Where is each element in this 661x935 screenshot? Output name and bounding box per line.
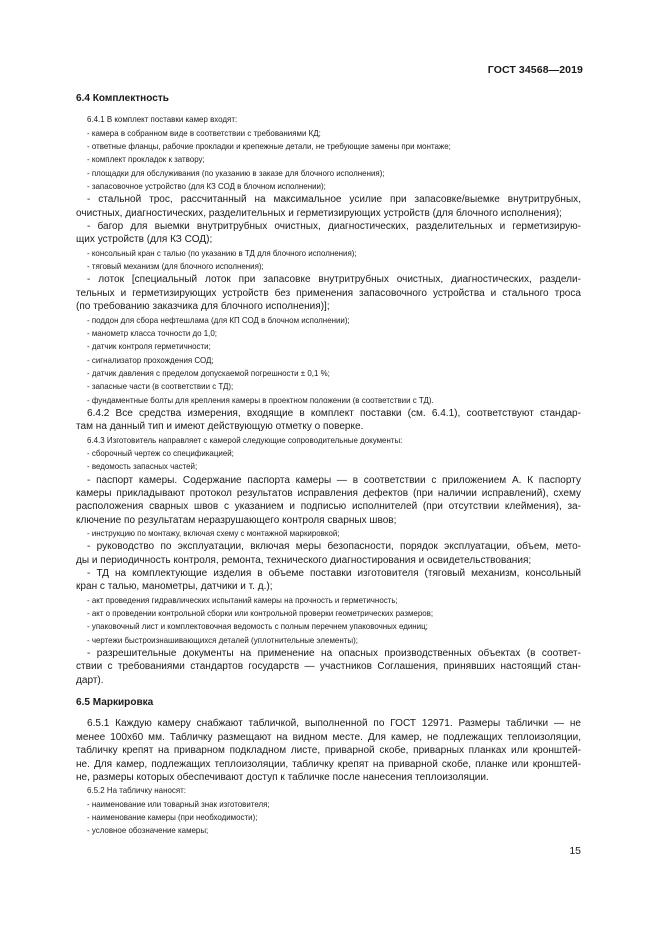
text-line: 6.5.1 Каждую камеру снабжают табличкой, выполненной по ГОСТ 12971. Размеры таблички — не	[87, 718, 581, 730]
text-line: - консольный кран с талью (по указанию в ТД для блочного исполнения);	[87, 248, 357, 258]
section-marking	[76, 696, 581, 837]
page-number: 15	[569, 845, 581, 857]
text-line: - запасные части (в соответствии с ТД);	[87, 382, 234, 392]
text-line: (по требованию заказчика для блочного исполнения)];	[76, 301, 330, 313]
text-line: очистных, диагностических, разделительных и герметизирующих устройств (для блочного исполнения);	[76, 207, 562, 219]
text-line: - руководство по эксплуатации, включая меры безопасности, порядок эксплуатации, объем, мето-	[87, 541, 581, 553]
text-line: - запасовочное устройство (для КЗ СОД в блочном исполнении);	[87, 182, 326, 192]
text-line: - ТД на комплектующие изделия в объеме поставки изготовителя (тяговый механизм, консольный	[87, 568, 581, 580]
text-line: - чертежи быстроизнашивающихся деталей (уплотнительные элементы);	[87, 635, 358, 645]
section-title: 6.4 Комплектность	[76, 93, 169, 104]
text-line: дарт).	[76, 674, 104, 686]
text-line: расположения сварных швов с указанием и подписью исполнителей (при отсутствии клеймения), за-	[76, 501, 581, 513]
text-line: - багор для выемки внутритрубных очистных, диагностических, разделительных и герметизирую-	[87, 221, 581, 233]
text-line: табличку крепят на приварном подкладном листе, приварной скобе, приварных планках или кронштей-	[76, 745, 581, 757]
text-line: - наименование камеры (при необходимости);	[87, 812, 258, 822]
section-title: 6.5 Маркировка	[76, 697, 154, 709]
text-line: менее 100x60 мм. Табличку размещают на видном месте. Для камер, не подлежащих теплоизоляции,	[76, 731, 581, 743]
text-line: кран с талью, манометры, датчики и т. д.);	[76, 581, 273, 593]
text-line: 6.4.3 Изготовитель направляет с камерой следующие сопроводительные документы:	[87, 435, 403, 445]
text-line: - наименование или товарный знак изготовителя;	[87, 799, 270, 809]
text-line: - разрешительные документы на применение на опасных производственных объектах (в соответ-	[87, 648, 581, 660]
text-line: ды и периодичность контроля, ремонта, технического диагностирования и освидетельствования;	[76, 554, 532, 566]
text-line: 6.4.1 В комплект поставки камер входят:	[87, 115, 238, 125]
text-line: не, размеры которых обеспечивают доступ к табличке после нанесения теплоизоляции.	[76, 771, 489, 783]
text-line: не. Для камер, подлежащих теплоизоляции, табличку крепят на приварной скобе, планке или кронштей-	[76, 758, 581, 770]
text-line: щих устройств (для КЗ СОД);	[76, 234, 213, 246]
text-line: тельных и герметизирующих устройств без применения запасовочного устройства и стального троса	[76, 287, 581, 299]
text-line: - акт проведения гидравлических испытаний камеры на прочность и герметичность;	[87, 595, 398, 605]
text-line: 6.5.2 На табличку наносят:	[87, 786, 187, 796]
text-line: - лоток [специальный лоток при запасовке внутритрубных очистных, диагностических, раздели-	[87, 274, 581, 286]
text-line: - упаковочный лист и комплектовочная ведомость с полным перечнем упаковочных единиц;	[87, 622, 428, 632]
text-line: камеры прикладывают протокол результатов исправления дефектов (при наличии исправлений), схему	[76, 487, 581, 499]
section-text	[76, 113, 581, 687]
text-line: - поддон для сбора нефтешлама (для КП СОД в блочном исполнении);	[87, 315, 350, 325]
text-line: 6.4.2 Все средства измерения, входящие в комплект поставки (см. 6.4.1), соответствуют стандар-	[87, 407, 581, 419]
text-line: ключение по результатам неразрушающего контроля сварных швов;	[76, 514, 397, 526]
document-body	[76, 92, 581, 838]
section-text	[76, 717, 581, 837]
text-line: - ответные фланцы, рабочие прокладки и крепежные детали, не требующие замены при монтаже;	[87, 142, 451, 152]
text-line: - манометр класса точности до 1,0;	[87, 328, 217, 338]
text-line: - тяговый механизм (для блочного исполнения);	[87, 262, 264, 272]
text-line: - акт о проведении контрольной сборки или контрольной проверки геометрических размеров;	[87, 609, 434, 619]
text-line: - датчик контроля герметичности;	[87, 342, 211, 352]
text-line: - сборочный чертеж со спецификацией;	[87, 448, 234, 458]
text-line: - фундаментные болты для крепления камеры в проектном положении (в соответствии с ТД).	[87, 395, 434, 405]
text-line: - стальной трос, рассчитанный на максимальное усилие при запасовке/выемке внутритрубных,	[87, 194, 581, 206]
text-line: - комплект прокладок к затвору;	[87, 155, 205, 165]
text-line: - площадки для обслуживания (по указанию в заказе для блочного исполнения);	[87, 168, 385, 178]
text-line: - ведомость запасных частей;	[87, 462, 198, 472]
text-line: - сигнализатор прохождения СОД;	[87, 355, 214, 365]
text-line: - паспорт камеры. Содержание паспорта камеры — в соответствии с приложением А. К паспорту	[87, 474, 581, 486]
text-line: - датчик давления с пределом допускаемой погрешности ± 0,1 %;	[87, 368, 330, 378]
text-line: там на данный тип и имеют действующую отметку о поверке.	[76, 421, 364, 433]
standard-code-header: ГОСТ 34568—2019	[487, 64, 583, 76]
text-line: - условное обозначение камеры;	[87, 826, 209, 836]
text-line: - камера в собранном виде в соответствии с требованиями КД;	[87, 128, 321, 138]
text-line: ствии с требованиями стандартов государств — участников Соглашения, принявших настоящий стан-	[76, 661, 581, 673]
text-line: - инструкцию по монтажу, включая схему с монтажной маркировкой;	[87, 529, 340, 538]
section-completeness	[76, 92, 581, 687]
